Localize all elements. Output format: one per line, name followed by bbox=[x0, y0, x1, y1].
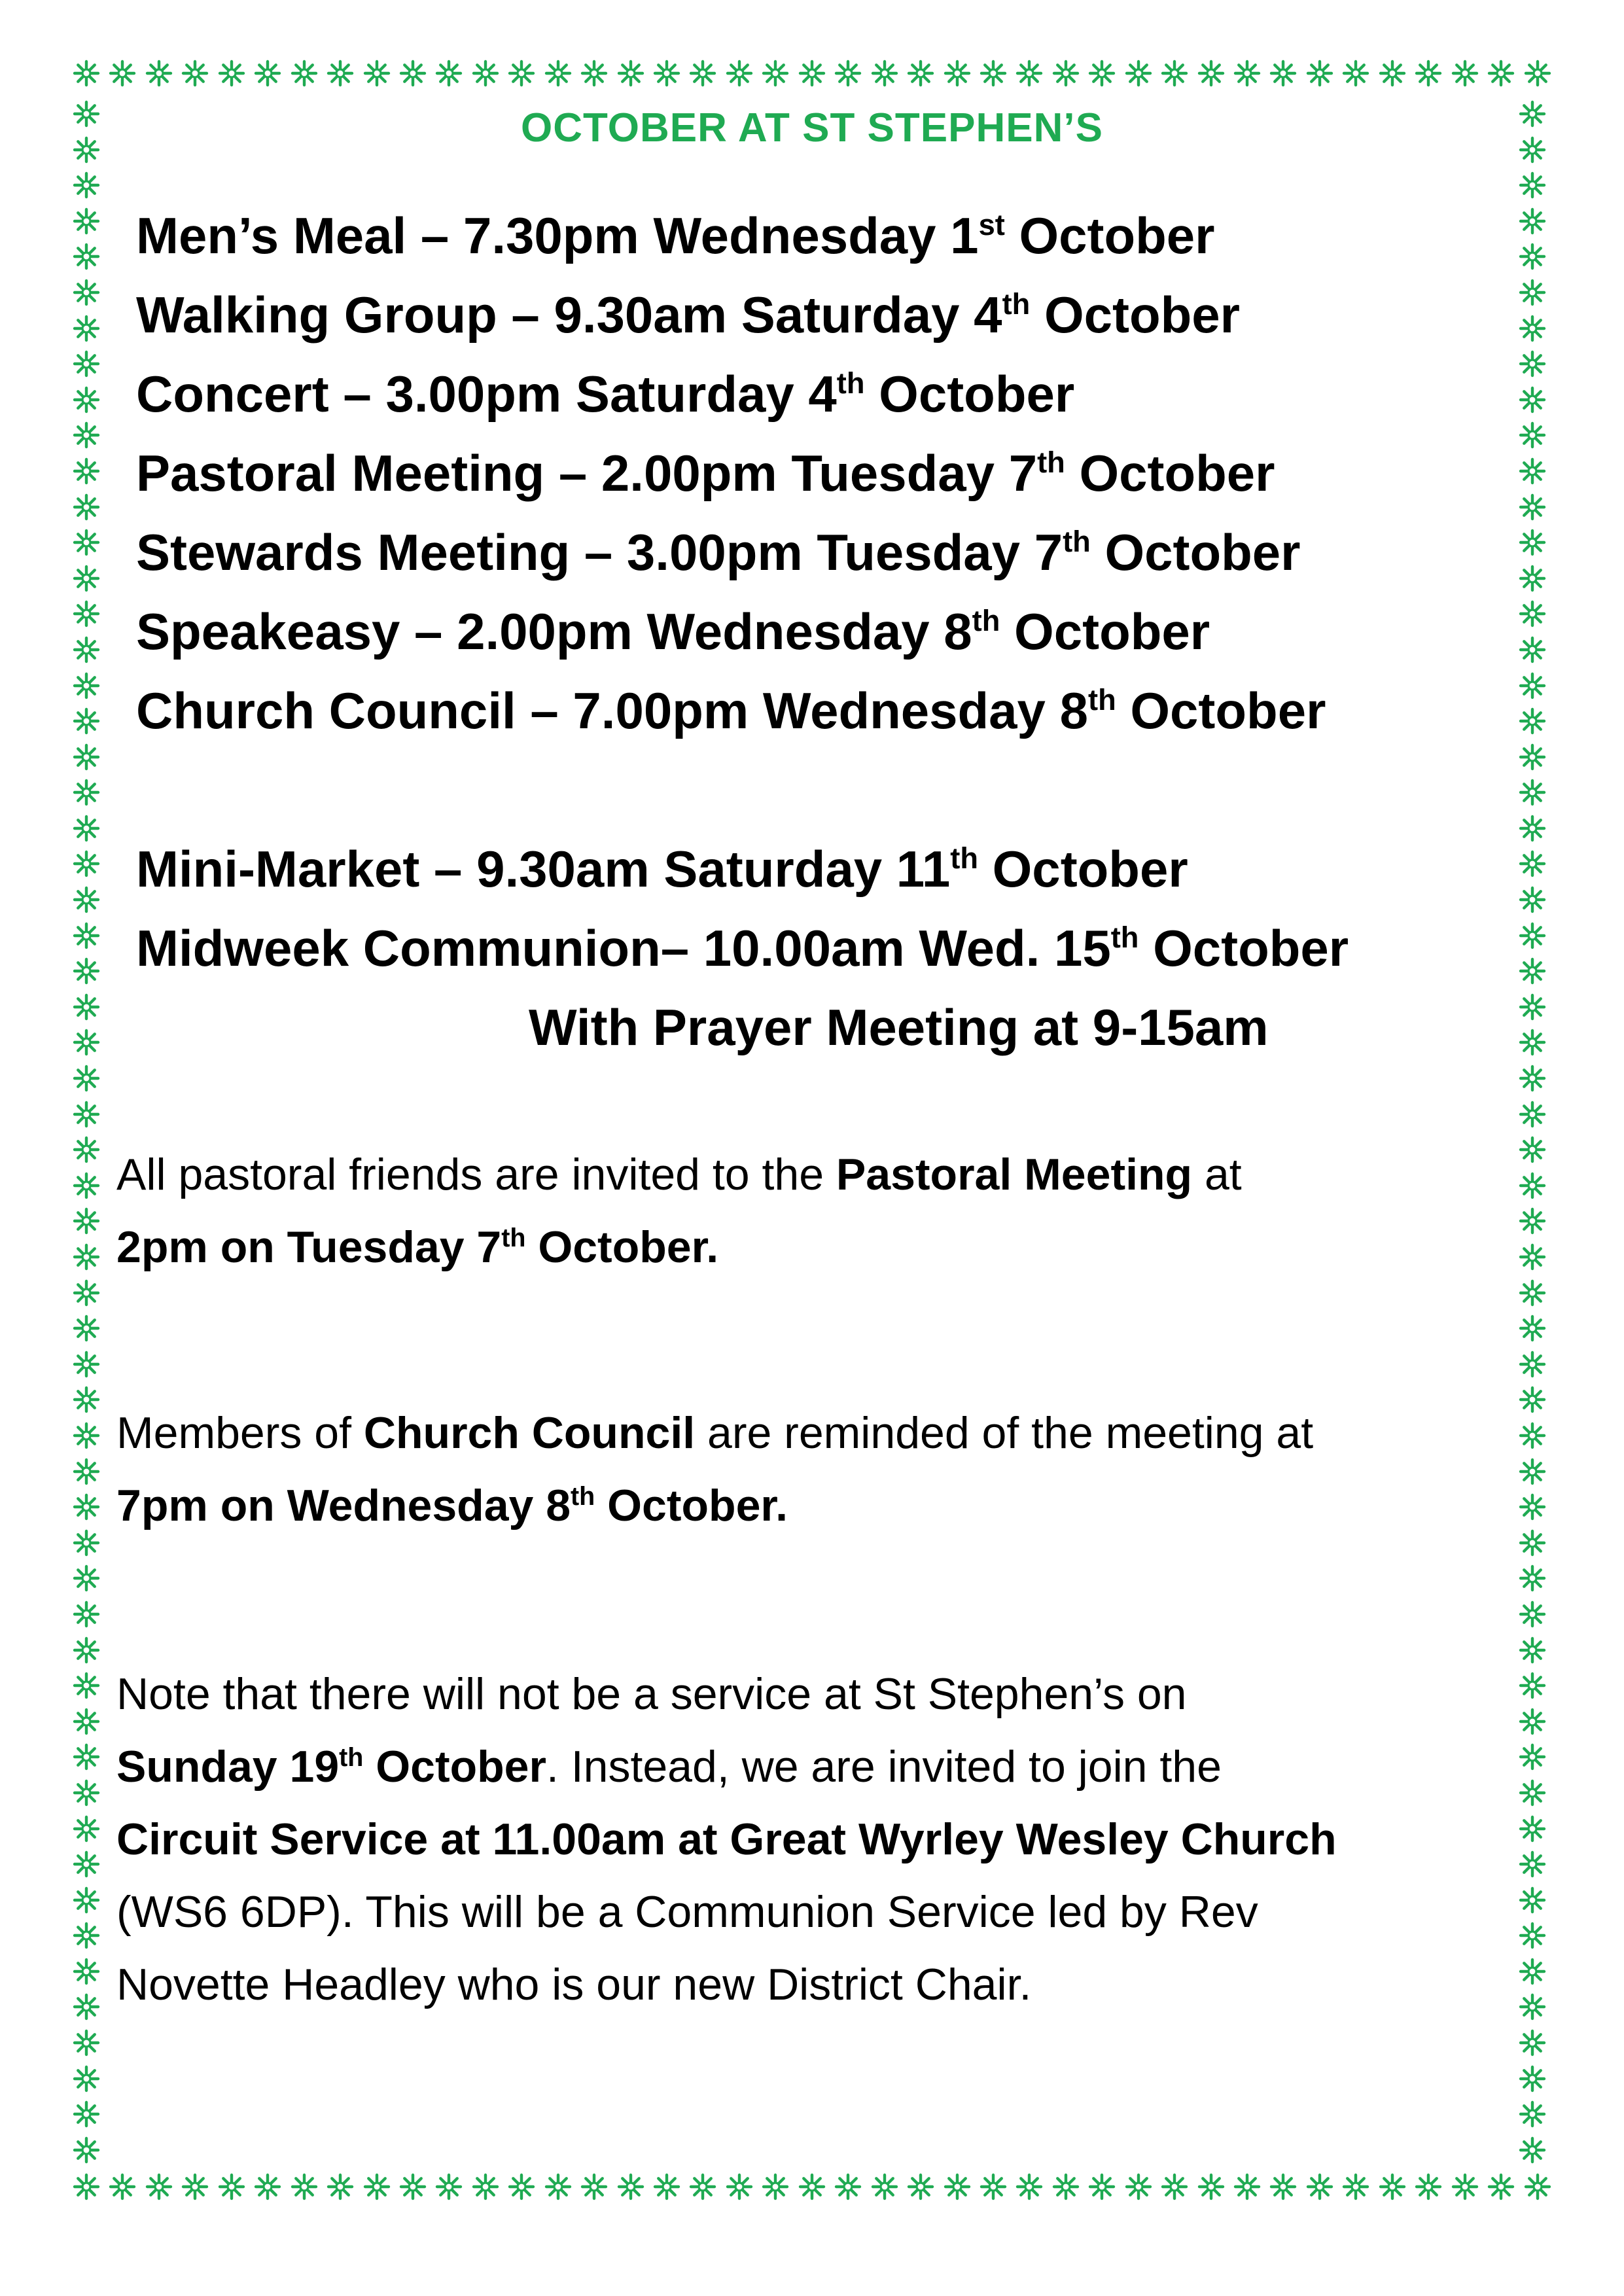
asterisk-star-icon bbox=[1517, 1670, 1548, 1701]
text-run: 2pm on Tuesday 7 bbox=[116, 1222, 502, 1272]
asterisk-star-icon bbox=[651, 58, 682, 89]
asterisk-star-icon bbox=[1517, 1205, 1548, 1237]
asterisk-star-icon bbox=[1517, 2098, 1548, 2130]
asterisk-star-icon bbox=[1123, 58, 1154, 89]
asterisk-star-icon bbox=[71, 741, 102, 773]
asterisk-star-icon bbox=[1517, 1848, 1548, 1880]
asterisk-star-icon bbox=[1517, 313, 1548, 344]
asterisk-star-icon bbox=[1517, 455, 1548, 487]
event-item: Midweek Communion– 10.00am Wed. 15th October bbox=[136, 919, 1349, 977]
asterisk-star-icon bbox=[71, 169, 102, 201]
asterisk-star-icon bbox=[1517, 384, 1548, 415]
asterisk-star-icon bbox=[1517, 563, 1548, 594]
asterisk-star-icon bbox=[179, 58, 211, 89]
asterisk-star-icon bbox=[252, 2171, 283, 2202]
asterisk-star-icon bbox=[71, 705, 102, 737]
event-item: Men’s Meal – 7.30pm Wednesday 1st October bbox=[136, 207, 1215, 264]
asterisk-star-icon bbox=[71, 1956, 102, 1987]
asterisk-star-icon bbox=[71, 1170, 102, 1201]
asterisk-star-icon bbox=[1449, 2171, 1481, 2202]
asterisk-star-icon bbox=[1517, 884, 1548, 915]
asterisk-star-icon bbox=[71, 1670, 102, 1701]
asterisk-star-icon bbox=[361, 2171, 393, 2202]
asterisk-star-icon bbox=[397, 2171, 429, 2202]
asterisk-star-icon bbox=[978, 58, 1009, 89]
text-run: Members of bbox=[116, 1408, 364, 1458]
event-name: Walking Group bbox=[136, 286, 497, 344]
asterisk-star-icon bbox=[506, 58, 537, 89]
asterisk-star-icon bbox=[325, 2171, 356, 2202]
event-name: Stewards Meeting bbox=[136, 523, 571, 581]
asterisk-star-icon bbox=[1413, 58, 1444, 89]
date-suffix: th bbox=[1037, 445, 1065, 479]
asterisk-star-icon bbox=[71, 848, 102, 879]
asterisk-star-icon bbox=[289, 58, 320, 89]
asterisk-star-icon bbox=[71, 1277, 102, 1309]
asterisk-star-icon bbox=[1517, 1384, 1548, 1415]
date-suffix: th bbox=[950, 841, 978, 875]
event-time: 9.30am Saturday 4 bbox=[554, 286, 1002, 344]
asterisk-star-icon bbox=[71, 598, 102, 629]
paragraph-line bbox=[116, 1470, 1497, 1542]
event-month: October bbox=[1104, 523, 1301, 581]
asterisk-star-icon bbox=[71, 1241, 102, 1273]
asterisk-star-icon bbox=[71, 670, 102, 701]
asterisk-star-icon bbox=[71, 1991, 102, 2022]
asterisk-star-icon bbox=[71, 1527, 102, 1559]
event-item: Mini-Market – 9.30am Saturday 11th October bbox=[136, 840, 1188, 898]
asterisk-star-icon bbox=[1517, 920, 1548, 951]
event-month: October bbox=[1044, 286, 1240, 344]
paragraph-line bbox=[116, 1211, 1497, 1284]
event-time: 2.00pm Wednesday 8 bbox=[457, 603, 972, 660]
asterisk-star-icon bbox=[1267, 2171, 1299, 2202]
asterisk-star-icon bbox=[1517, 1241, 1548, 1273]
text-run: All pastoral friends are invited to the bbox=[116, 1150, 836, 1199]
asterisk-star-icon bbox=[1522, 58, 1553, 89]
pastoral-paragraph bbox=[116, 1139, 1497, 1284]
bold-text: Circuit Service at 11.00am at Great Wyrley Wesley Church bbox=[116, 1814, 1337, 1864]
asterisk-star-icon bbox=[1517, 777, 1548, 808]
asterisk-star-icon bbox=[1517, 491, 1548, 523]
asterisk-star-icon bbox=[1340, 2171, 1371, 2202]
asterisk-star-icon bbox=[1517, 527, 1548, 558]
asterisk-star-icon bbox=[1449, 58, 1481, 89]
asterisk-star-icon bbox=[1517, 277, 1548, 308]
paragraph-line: (WS6 6DP). This will be a Communion Service led by Rev bbox=[116, 1887, 1258, 1937]
asterisk-star-icon bbox=[1522, 2171, 1553, 2202]
paragraph-line: Note that there will not be a service at St Stephen’s on bbox=[116, 1669, 1187, 1719]
asterisk-star-icon bbox=[1517, 634, 1548, 665]
event-item: Concert – 3.00pm Saturday 4th October bbox=[136, 365, 1075, 423]
asterisk-star-icon bbox=[71, 1027, 102, 1058]
text-run: October. bbox=[595, 1481, 788, 1530]
asterisk-star-icon bbox=[1485, 58, 1517, 89]
asterisk-star-icon bbox=[506, 2171, 537, 2202]
asterisk-star-icon bbox=[1517, 1134, 1548, 1165]
asterisk-star-icon bbox=[1517, 1884, 1548, 1916]
asterisk-star-icon bbox=[71, 1813, 102, 1845]
asterisk-star-icon bbox=[1267, 58, 1299, 89]
asterisk-star-icon bbox=[71, 1777, 102, 1809]
asterisk-star-icon bbox=[1377, 58, 1408, 89]
asterisk-star-icon bbox=[71, 991, 102, 1023]
asterisk-star-icon bbox=[71, 348, 102, 380]
asterisk-star-icon bbox=[1231, 58, 1263, 89]
asterisk-star-icon bbox=[1014, 58, 1045, 89]
asterisk-star-icon bbox=[1050, 58, 1082, 89]
date-suffix: th bbox=[501, 1223, 526, 1252]
asterisk-star-icon bbox=[1517, 1956, 1548, 1987]
asterisk-star-icon bbox=[796, 2171, 828, 2202]
asterisk-star-icon bbox=[1517, 705, 1548, 737]
asterisk-star-icon bbox=[542, 2171, 574, 2202]
date-suffix: th bbox=[1110, 920, 1139, 954]
asterisk-star-icon bbox=[71, 1920, 102, 1951]
asterisk-star-icon bbox=[869, 58, 900, 89]
asterisk-star-icon bbox=[1517, 1741, 1548, 1773]
event-name: Men’s Meal bbox=[136, 207, 407, 264]
date-suffix: st bbox=[978, 207, 1005, 241]
asterisk-star-icon bbox=[71, 527, 102, 558]
text-run: October bbox=[363, 1742, 546, 1792]
event-time: 3.00pm Saturday 4 bbox=[385, 365, 837, 423]
asterisk-star-icon bbox=[687, 58, 718, 89]
asterisk-star-icon bbox=[289, 2171, 320, 2202]
event-name: Pastoral Meeting bbox=[136, 444, 545, 502]
text-run: 7pm on Wednesday 8 bbox=[116, 1481, 571, 1530]
asterisk-star-icon bbox=[578, 2171, 610, 2202]
circuit-service-paragraph bbox=[116, 1658, 1497, 2021]
asterisk-star-icon bbox=[71, 1205, 102, 1237]
asterisk-star-icon bbox=[1517, 1634, 1548, 1666]
asterisk-star-icon bbox=[71, 563, 102, 594]
asterisk-star-icon bbox=[71, 884, 102, 915]
asterisk-star-icon bbox=[71, 1099, 102, 1130]
asterisk-star-icon bbox=[1517, 1170, 1548, 1201]
asterisk-star-icon bbox=[1517, 1777, 1548, 1809]
asterisk-star-icon bbox=[1517, 2027, 1548, 2058]
asterisk-star-icon bbox=[71, 1634, 102, 1666]
asterisk-star-icon bbox=[905, 2171, 936, 2202]
prayer-note: With Prayer Meeting at 9-15am bbox=[529, 998, 1269, 1056]
event-time: 2.00pm Tuesday 7 bbox=[601, 444, 1038, 502]
asterisk-star-icon bbox=[1517, 241, 1548, 272]
asterisk-star-icon bbox=[71, 2134, 102, 2166]
paragraph-line: Novette Headley who is our new District Chair. bbox=[116, 1960, 1032, 2009]
asterisk-star-icon bbox=[1231, 2171, 1263, 2202]
asterisk-star-icon bbox=[1086, 58, 1118, 89]
event-time: 9.30am Saturday 11 bbox=[476, 840, 951, 898]
asterisk-star-icon bbox=[1517, 741, 1548, 773]
asterisk-star-icon bbox=[71, 1884, 102, 1916]
asterisk-star-icon bbox=[760, 2171, 791, 2202]
asterisk-star-icon bbox=[1195, 2171, 1227, 2202]
date-suffix: th bbox=[1088, 682, 1116, 716]
asterisk-star-icon bbox=[71, 2063, 102, 2094]
asterisk-star-icon bbox=[71, 1848, 102, 1880]
asterisk-star-icon bbox=[71, 205, 102, 237]
asterisk-star-icon bbox=[1517, 2134, 1548, 2166]
event-name: Midweek Communion bbox=[136, 919, 661, 977]
event-name: Concert bbox=[136, 365, 329, 423]
date-suffix: th bbox=[972, 603, 1000, 637]
asterisk-star-icon bbox=[1517, 2063, 1548, 2094]
asterisk-star-icon bbox=[71, 1456, 102, 1487]
asterisk-star-icon bbox=[252, 58, 283, 89]
paragraph-line bbox=[116, 1731, 1497, 1803]
asterisk-star-icon bbox=[71, 491, 102, 523]
asterisk-star-icon bbox=[143, 2171, 175, 2202]
asterisk-star-icon bbox=[905, 58, 936, 89]
asterisk-star-icon bbox=[71, 384, 102, 415]
asterisk-star-icon bbox=[1517, 848, 1548, 879]
asterisk-star-icon bbox=[978, 2171, 1009, 2202]
event-month: October bbox=[1079, 444, 1275, 502]
asterisk-star-icon bbox=[942, 2171, 973, 2202]
asterisk-star-icon bbox=[1517, 1027, 1548, 1058]
asterisk-star-icon bbox=[1517, 1099, 1548, 1130]
asterisk-star-icon bbox=[687, 2171, 718, 2202]
asterisk-star-icon bbox=[470, 58, 501, 89]
asterisk-star-icon bbox=[1517, 1598, 1548, 1630]
asterisk-star-icon bbox=[1195, 58, 1227, 89]
asterisk-star-icon bbox=[1517, 348, 1548, 380]
events-list bbox=[136, 196, 1497, 1067]
event-month: October bbox=[1153, 919, 1349, 977]
asterisk-star-icon bbox=[1517, 1563, 1548, 1594]
asterisk-star-icon bbox=[71, 1134, 102, 1165]
asterisk-star-icon bbox=[71, 313, 102, 344]
asterisk-star-icon bbox=[1517, 419, 1548, 451]
asterisk-star-icon bbox=[107, 2171, 138, 2202]
asterisk-star-icon bbox=[71, 1384, 102, 1415]
asterisk-star-icon bbox=[651, 2171, 682, 2202]
event-item: Walking Group – 9.30am Saturday 4th October bbox=[136, 286, 1240, 344]
asterisk-star-icon bbox=[1517, 1277, 1548, 1309]
asterisk-star-icon bbox=[71, 634, 102, 665]
asterisk-star-icon bbox=[1517, 1920, 1548, 1951]
text-run: Sunday 19 bbox=[116, 1742, 340, 1792]
asterisk-star-icon bbox=[1517, 1706, 1548, 1737]
text-run: are reminded of the meeting at bbox=[695, 1408, 1314, 1458]
border-top bbox=[71, 58, 1553, 89]
asterisk-star-icon bbox=[796, 58, 828, 89]
asterisk-star-icon bbox=[71, 241, 102, 272]
event-name: Church Council bbox=[136, 682, 516, 739]
event-month: October bbox=[1130, 682, 1326, 739]
asterisk-star-icon bbox=[1517, 1456, 1548, 1487]
asterisk-star-icon bbox=[71, 1491, 102, 1523]
asterisk-star-icon bbox=[361, 58, 393, 89]
asterisk-star-icon bbox=[724, 2171, 755, 2202]
asterisk-star-icon bbox=[832, 2171, 864, 2202]
asterisk-star-icon bbox=[1485, 2171, 1517, 2202]
asterisk-star-icon bbox=[1050, 2171, 1082, 2202]
asterisk-star-icon bbox=[1304, 58, 1335, 89]
asterisk-star-icon bbox=[325, 58, 356, 89]
council-paragraph bbox=[116, 1397, 1497, 1542]
asterisk-star-icon bbox=[71, 2171, 102, 2202]
asterisk-star-icon bbox=[578, 58, 610, 89]
border-left bbox=[71, 98, 102, 2166]
asterisk-star-icon bbox=[216, 58, 247, 89]
event-name: Mini-Market bbox=[136, 840, 420, 898]
bold-text: Church Council bbox=[363, 1408, 696, 1458]
event-time: 7.00pm Wednesday 8 bbox=[573, 682, 1088, 739]
asterisk-star-icon bbox=[71, 1598, 102, 1630]
asterisk-star-icon bbox=[1517, 1813, 1548, 1845]
asterisk-star-icon bbox=[1517, 169, 1548, 201]
asterisk-star-icon bbox=[71, 920, 102, 951]
asterisk-star-icon bbox=[71, 2027, 102, 2058]
border-bottom bbox=[71, 2171, 1553, 2202]
event-month: October bbox=[992, 840, 1188, 898]
asterisk-star-icon bbox=[143, 58, 175, 89]
asterisk-star-icon bbox=[869, 2171, 900, 2202]
bold-text bbox=[116, 1481, 788, 1530]
event-item: Church Council – 7.00pm Wednesday 8th October bbox=[136, 682, 1326, 739]
event-item: Speakeasy – 2.00pm Wednesday 8th October bbox=[136, 603, 1210, 660]
asterisk-star-icon bbox=[470, 2171, 501, 2202]
asterisk-star-icon bbox=[1517, 1491, 1548, 1523]
event-time: 10.00am Wed. 15 bbox=[703, 919, 1111, 977]
asterisk-star-icon bbox=[942, 58, 973, 89]
spacer bbox=[136, 751, 1497, 830]
date-suffix: th bbox=[571, 1481, 595, 1511]
asterisk-star-icon bbox=[724, 58, 755, 89]
asterisk-star-icon bbox=[71, 277, 102, 308]
text-run: . Instead, we are invited to join the bbox=[546, 1742, 1222, 1792]
asterisk-star-icon bbox=[1517, 1991, 1548, 2022]
asterisk-star-icon bbox=[1517, 1063, 1548, 1094]
event-month: October bbox=[879, 365, 1075, 423]
date-suffix: th bbox=[1002, 287, 1031, 321]
asterisk-star-icon bbox=[1517, 1313, 1548, 1344]
bold-text bbox=[116, 1742, 546, 1792]
event-item: Stewards Meeting – 3.00pm Tuesday 7th October bbox=[136, 523, 1301, 581]
asterisk-star-icon bbox=[1304, 2171, 1335, 2202]
asterisk-star-icon bbox=[71, 1063, 102, 1094]
page-title: OCTOBER AT ST STEPHEN’S bbox=[521, 105, 1103, 150]
asterisk-star-icon bbox=[1123, 2171, 1154, 2202]
asterisk-star-icon bbox=[71, 58, 102, 89]
asterisk-star-icon bbox=[216, 2171, 247, 2202]
asterisk-star-icon bbox=[1517, 955, 1548, 987]
border-right bbox=[1517, 98, 1548, 2166]
asterisk-star-icon bbox=[71, 955, 102, 987]
asterisk-star-icon bbox=[71, 1706, 102, 1737]
asterisk-star-icon bbox=[397, 58, 429, 89]
asterisk-star-icon bbox=[179, 2171, 211, 2202]
asterisk-star-icon bbox=[615, 2171, 646, 2202]
asterisk-star-icon bbox=[71, 455, 102, 487]
asterisk-star-icon bbox=[1517, 1527, 1548, 1559]
asterisk-star-icon bbox=[1517, 813, 1548, 844]
event-month: October bbox=[1014, 603, 1210, 660]
asterisk-star-icon bbox=[71, 1313, 102, 1344]
date-suffix: th bbox=[339, 1742, 364, 1772]
event-name: Speakeasy bbox=[136, 603, 400, 660]
asterisk-star-icon bbox=[71, 1420, 102, 1451]
asterisk-star-icon bbox=[1340, 58, 1371, 89]
asterisk-star-icon bbox=[71, 2098, 102, 2130]
asterisk-star-icon bbox=[1517, 205, 1548, 237]
event-time: 7.30pm Wednesday 1 bbox=[463, 207, 979, 264]
asterisk-star-icon bbox=[1014, 2171, 1045, 2202]
asterisk-star-icon bbox=[71, 1349, 102, 1380]
date-suffix: th bbox=[836, 366, 865, 400]
asterisk-star-icon bbox=[615, 58, 646, 89]
bold-text: Pastoral Meeting bbox=[836, 1150, 1193, 1199]
text-run: October. bbox=[525, 1222, 719, 1272]
paragraph-line bbox=[116, 1139, 1497, 1211]
paragraph-line bbox=[116, 1397, 1497, 1470]
event-time: 3.00pm Tuesday 7 bbox=[626, 523, 1063, 581]
asterisk-star-icon bbox=[1413, 2171, 1444, 2202]
asterisk-star-icon bbox=[1159, 58, 1190, 89]
asterisk-star-icon bbox=[1159, 2171, 1190, 2202]
asterisk-star-icon bbox=[1517, 598, 1548, 629]
asterisk-star-icon bbox=[433, 2171, 465, 2202]
asterisk-star-icon bbox=[1517, 670, 1548, 701]
asterisk-star-icon bbox=[71, 813, 102, 844]
asterisk-star-icon bbox=[760, 58, 791, 89]
asterisk-star-icon bbox=[832, 58, 864, 89]
date-suffix: th bbox=[1063, 524, 1091, 558]
asterisk-star-icon bbox=[1086, 2171, 1118, 2202]
bold-text bbox=[116, 1222, 718, 1272]
event-month: October bbox=[1019, 207, 1215, 264]
asterisk-star-icon bbox=[71, 419, 102, 451]
asterisk-star-icon bbox=[71, 1741, 102, 1773]
asterisk-star-icon bbox=[1517, 1420, 1548, 1451]
text-run: at bbox=[1192, 1150, 1242, 1199]
asterisk-star-icon bbox=[1517, 1349, 1548, 1380]
asterisk-star-icon bbox=[71, 777, 102, 808]
asterisk-star-icon bbox=[1517, 991, 1548, 1023]
asterisk-star-icon bbox=[107, 58, 138, 89]
paragraph-line bbox=[116, 1803, 1497, 1876]
asterisk-star-icon bbox=[71, 1563, 102, 1594]
event-item: Pastoral Meeting – 2.00pm Tuesday 7th October bbox=[136, 444, 1275, 502]
asterisk-star-icon bbox=[433, 58, 465, 89]
asterisk-star-icon bbox=[542, 58, 574, 89]
asterisk-star-icon bbox=[1377, 2171, 1408, 2202]
